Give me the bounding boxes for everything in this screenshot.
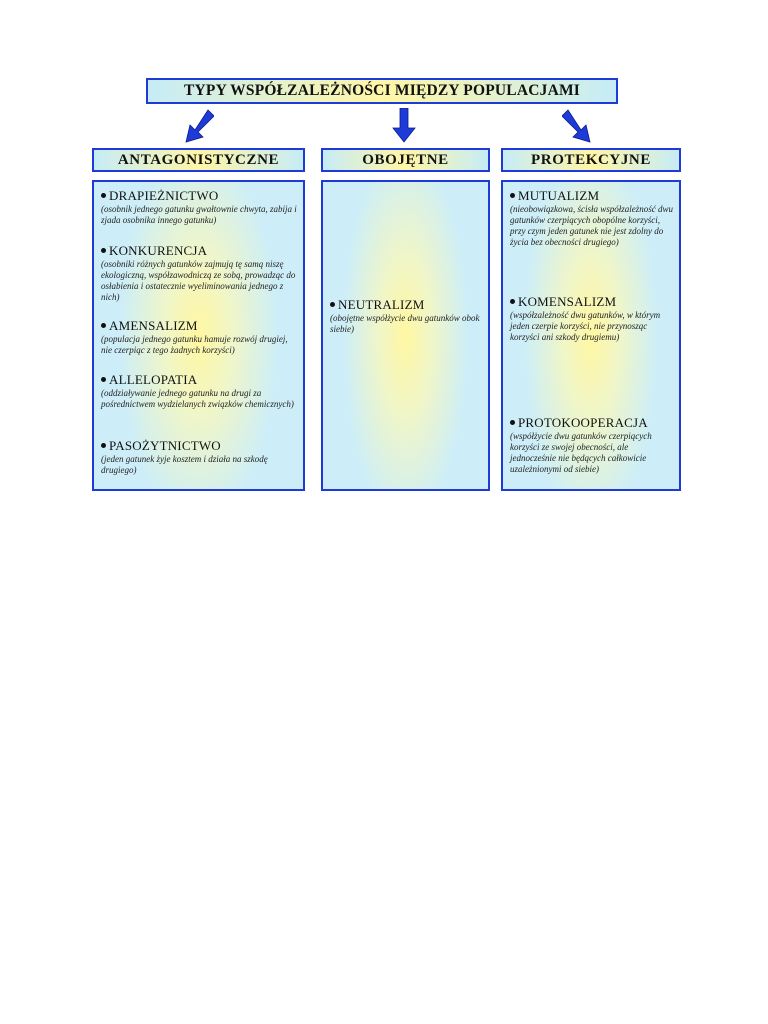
category-heading-protective: PROTEKCYJNE [501,148,681,172]
list-item [101,318,297,356]
item-description: (osobnik jednego gatunku gwałtownie chwyta, zabija i zjada osobnika innego gatunku) [101,204,297,225]
category-heading-antagonistic: ANTAGONISTYCZNE [92,148,305,172]
arrow-down-right-icon [562,108,592,144]
item-term: MUTUALIZM [518,188,600,203]
column-antagonistic [92,180,305,491]
item-term: KOMENSALIZM [518,294,617,309]
bullet-icon [101,248,106,253]
column-neutral [321,180,490,491]
bullet-icon [330,302,335,307]
item-term: PASOŻYTNICTWO [109,438,221,453]
item-term: NEUTRALIZM [338,297,425,312]
arrow-down-icon [389,108,419,144]
item-description: (populacja jednego gatunku hamuje rozwój drugiej, nie czerpiąc z tego żadnych korzyści) [101,334,288,355]
category-heading-neutral: OBOJĘTNE [321,148,490,172]
item-description: (współzależność dwu gatunków, w którym jeden czerpie korzyści, nie przynosząc korzyści ani szkody drugiemu) [510,310,661,342]
bullet-icon [101,377,106,382]
item-description: (nieobowiązkowa, ścisła współzależność dwu gatunków czerpiących obopólne korzyści, przy czym jeden gatunek nie jest zdolny do życia bez obecności drugiego) [510,204,674,247]
bullet-icon [101,323,106,328]
item-description: (oddziaływanie jednego gatunku na drugi za pośrednictwem wydzielanych związków chemicznych) [101,388,294,409]
column-protective [501,180,681,491]
bullet-icon [510,420,515,425]
item-description: (współżycie dwu gatunków czerpiących korzyści ze swojej obecności, ale jednocześnie nie będących całkowicie uzależnionymi od siebie) [510,431,652,474]
item-description: (osobniki różnych gatunków zajmują tę samą niszę ekologiczną, współzawodniczą ze sobą, prowadząc do osłabienia i ostatecznie wyeliminowania jednego z nich) [101,259,296,302]
item-term: ALLELOPATIA [109,372,198,387]
item-description: (obojętne współżycie dwu gatunków obok siebie) [330,313,480,334]
list-item [510,188,673,248]
bullet-icon [101,193,106,198]
bullet-icon [510,299,515,304]
list-item [510,415,673,475]
bullet-icon [101,443,106,448]
item-term: AMENSALIZM [109,318,198,333]
item-term: PROTOKOOPERACJA [518,415,648,430]
list-item [101,243,297,303]
item-term: DRAPIEŻNICTWO [109,188,219,203]
list-item [330,297,482,335]
list-item [510,294,673,343]
list-item [101,188,297,226]
diagram-title: TYPY WSPÓŁZALEŻNOŚCI MIĘDZY POPULACJAMI [146,78,618,104]
bullet-icon [510,193,515,198]
item-description: (jeden gatunek żyje kosztem i działa na szkodę drugiego) [101,454,268,475]
list-item [101,438,297,476]
list-item [101,372,297,410]
item-term: KONKURENCJA [109,243,208,258]
arrow-down-left-icon [184,108,214,144]
